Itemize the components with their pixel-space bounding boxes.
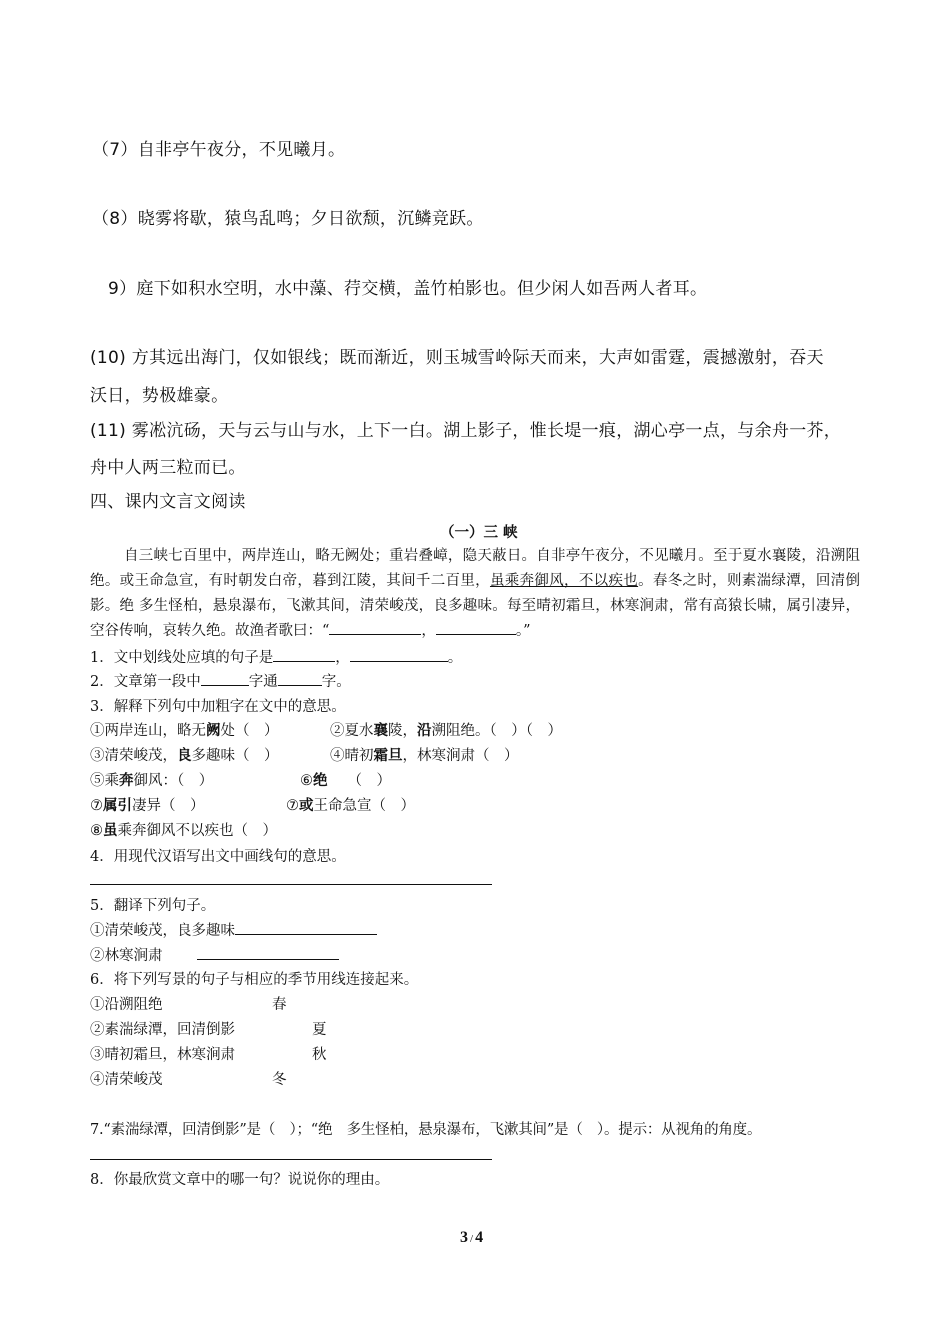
q3-item-8-key: 或 [299, 797, 314, 814]
question-1 [90, 646, 462, 667]
page-total: 4 [475, 1229, 484, 1246]
q3-item-7 [90, 794, 205, 815]
q2-blank-1[interactable] [201, 671, 249, 686]
q5-item-2 [90, 944, 339, 965]
q3-item-5-key: 奔 [119, 772, 134, 789]
q6-right-1[interactable]: 春 [272, 997, 287, 1013]
q2-text-mid: 字通 [248, 674, 278, 690]
q3-item-2-post: 溯阻绝。（ ）（ ） [431, 723, 562, 739]
q3-item-8-post: 王命急宣（ ） [313, 798, 415, 814]
song-blank-1[interactable] [329, 620, 421, 635]
sentence-10-line1: (10) 方其远出海门，仅如银线；既而渐近，则玉城雪岭际天而来，大声如雷霆，震撼激射，吞天 [90, 348, 824, 368]
q6-left-4[interactable]: ④清荣峻茂 [90, 1072, 163, 1088]
q3-item-4-pre: ④晴初 [330, 748, 374, 764]
q2-text-end: 字。 [321, 674, 351, 690]
page-number [460, 1229, 483, 1247]
q5-blank-2[interactable] [197, 945, 339, 960]
passage-end: 。” [515, 623, 531, 639]
sentence-11-line1: (11) 雾凇沆砀，天与云与山与水，上下一白。湖上影子，惟长堤一痕，湖心亭一点，与余舟一芥， [90, 421, 842, 441]
q3-item-6-post: （ ） [347, 773, 391, 789]
q4-answer-line[interactable] [90, 884, 492, 885]
q2-blank-2[interactable] [278, 671, 322, 686]
q1-end: 。 [447, 650, 463, 666]
q5-item-1 [90, 919, 377, 940]
q5-item-2-text: ②林寒涧肃 [90, 948, 163, 964]
q3-item-4 [330, 744, 519, 765]
q3-item-3-post: 多趣味（ ） [191, 748, 279, 764]
question-5: 5．翻译下列句子。 [90, 898, 216, 914]
q6-left-1[interactable]: ①沿溯阻绝 [90, 997, 163, 1013]
q3-item-9 [90, 819, 277, 840]
question-8: 8．你最欣赏文章中的哪一句？说说你的理由。 [90, 1172, 390, 1188]
question-3: 3．解释下列句中加粗字在文中的意思。 [90, 699, 346, 715]
q6-left-3[interactable]: ③晴初霜旦，林寒涧肃 [90, 1047, 235, 1063]
q3-item-1 [90, 719, 279, 740]
q3-item-9-pre: ⑧ [90, 823, 103, 839]
q1-blank-1[interactable] [273, 647, 335, 662]
passage-part2: 。春冬之时，则素湍绿潭，回清倒影。绝 多生怪柏，悬泉瀑布，飞漱其间，清荣峻茂，良多趣味。每至晴初霜旦，林寒涧肃，常有高猿长啸，属引凄异，空谷传响，哀转久绝。故渔者歌曰：“ [90, 573, 861, 639]
sentence-11-line2: 舟中人两三粒而已。 [90, 458, 246, 478]
q5-item-1-text: ①清荣峻茂，良多趣味 [90, 923, 235, 939]
passage-part1: 自三峡七百里中，两岸连山，略无阙处；重岩叠嶂，隐天蔽日。自非亭午夜分，不见曦月。至于夏水襄陵，沿溯阻绝。或王命急宣，有时朝发白帝，暮到江陵，其间千二百里， [90, 548, 860, 589]
q3-item-5-post: 御风：（ ） [133, 773, 214, 789]
q3-item-4-key: 霜旦 [373, 747, 403, 764]
q5-blank-1[interactable] [235, 920, 377, 935]
q3-item-9-key: 虽 [103, 822, 118, 839]
q3-item-2-pre: ②夏水 [330, 723, 374, 739]
q6-right-4[interactable]: 冬 [272, 1072, 287, 1088]
sentence-9: 9）庭下如积水空明，水中藻、荇交横，盖竹柏影也。但少闲人如吾两人者耳。 [108, 279, 708, 299]
sentence-8: （8）晓雾将歇，猿鸟乱鸣；夕日欲颓，沉鳞竞跃。 [92, 209, 484, 229]
q3-item-3-pre: ③清荣峻茂， [90, 748, 177, 764]
q6-right-2[interactable]: 夏 [312, 1022, 327, 1038]
question-7: 7.“素湍绿潭，回清倒影”是（ ）；“绝 多生怪柏，悬泉瀑布，飞漱其间”是（ ）。提示：从视角的角度。 [90, 1122, 762, 1138]
q3-item-4-post: ，林寒涧肃（ ） [402, 748, 519, 764]
question-2-text: 2．文章第一段中 [90, 674, 201, 690]
q3-item-2 [330, 719, 562, 740]
q3-item-1-post: 处（ ） [220, 723, 279, 739]
q3-item-9-post: 乘奔御风不以疾也（ ） [117, 823, 277, 839]
q1-blank-2[interactable] [350, 647, 448, 662]
q3-item-6-pre: ⑥ [300, 773, 313, 789]
q7-answer-line[interactable] [90, 1159, 492, 1160]
song-blank-2[interactable] [436, 620, 516, 635]
passage-comma: ， [421, 623, 436, 639]
question-1-text: 1．文中划线处应填的句子是 [90, 650, 274, 666]
sentence-10-line2: 沃日，势极雄豪。 [90, 386, 229, 406]
q3-item-7-post: 凄异（ ） [132, 798, 205, 814]
passage-title: （一）三 峡 [440, 524, 518, 541]
question-6: 6．将下列写景的句子与相应的季节用线连接起来。 [90, 972, 419, 988]
question-4: 4．用现代汉语写出文中画线句的意思。 [90, 849, 346, 865]
sentence-7: （7）自非亭午夜分，不见曦月。 [92, 140, 346, 160]
q3-item-1-key: 阙 [206, 722, 221, 739]
q6-left-2[interactable]: ②素湍绿潭，回清倒影 [90, 1022, 235, 1038]
q3-item-5 [90, 769, 213, 790]
q3-item-8-pre: ⑦ [286, 798, 299, 814]
q3-item-2-key: 襄 [373, 722, 388, 739]
q1-comma: ， [335, 650, 350, 666]
q3-item-3-key: 良 [177, 747, 192, 764]
section-heading: 四、课内文言文阅读 [90, 492, 246, 512]
q6-right-3[interactable]: 秋 [312, 1047, 327, 1063]
q3-item-2-mid: 陵， [388, 723, 417, 739]
question-2 [90, 670, 351, 691]
q3-item-6-key: 绝 [313, 772, 328, 789]
q3-item-7-key: 属引 [103, 797, 132, 814]
page-current: 3 [460, 1229, 468, 1246]
passage-underlined-sentence: 虽乘奔御风，不以疾也 [489, 573, 639, 589]
q3-item-1-pre: ①两岸连山，略无 [90, 723, 206, 739]
page-separator: / [470, 1233, 474, 1245]
q3-item-3 [90, 744, 279, 765]
q3-item-2-key2: 沿 [417, 722, 432, 739]
q3-item-8 [286, 794, 415, 815]
q3-item-5-pre: ⑤乘 [90, 773, 119, 789]
q3-item-7-pre: ⑦ [90, 798, 103, 814]
passage-text [90, 544, 860, 644]
q3-item-6 [300, 769, 391, 790]
